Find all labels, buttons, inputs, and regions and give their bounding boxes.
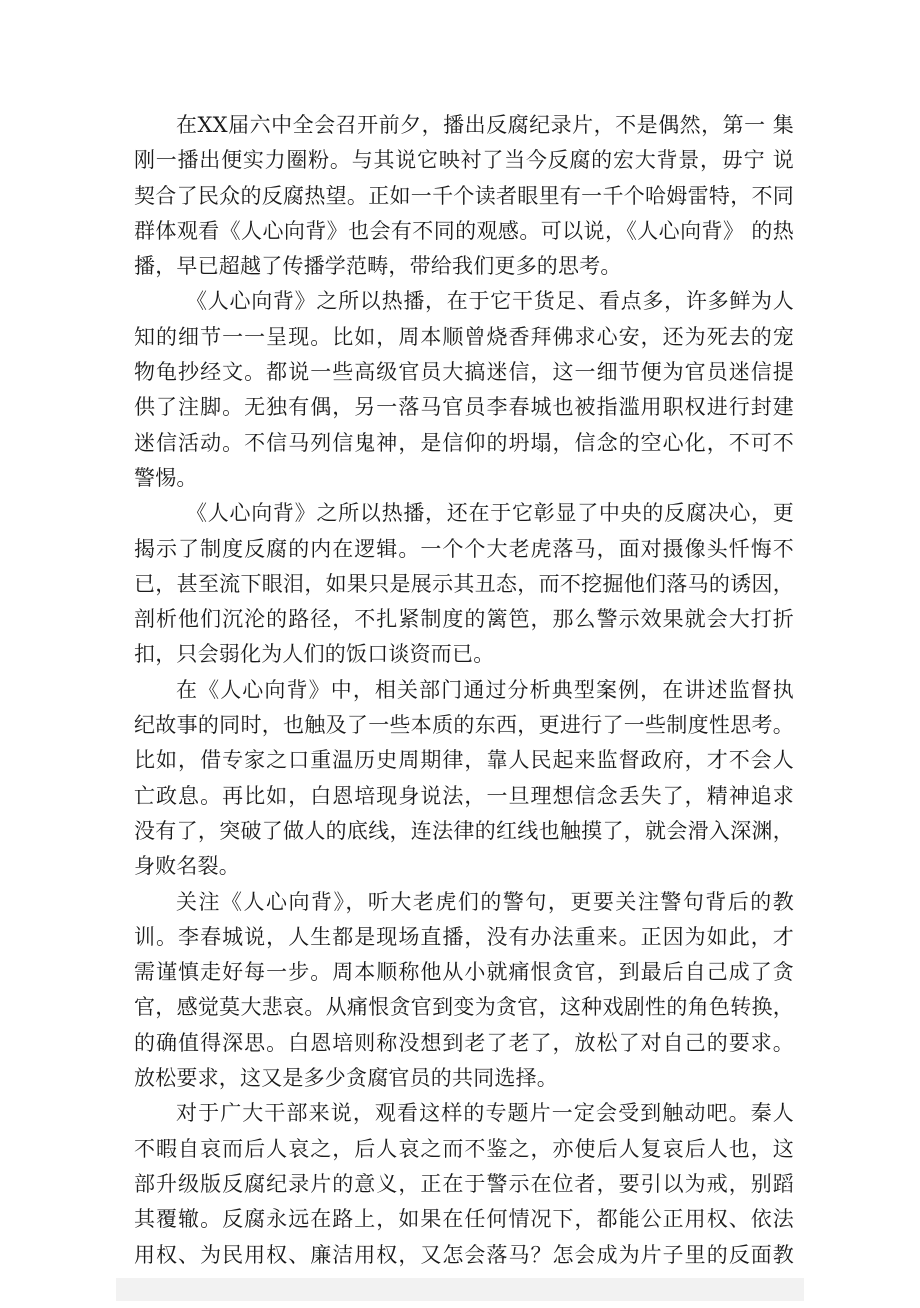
article-body [134, 108, 823, 1308]
paragraph-1: 在XX届六中全会召开前夕，播出反腐纪录片，不是偶然，第一 集刚一播出便实力圈粉。与其说它映衬了当今反腐的宏大背景，毋宁 说契合了民众的反腐热望。正如一千个读者眼里有一千个哈姆雷特，不同群体观看《人心向背》也会有不同的观感。可以说，《人心向背》 的热播，早已超越了传播学范畴，带给我们更多的思考。 [134, 113, 794, 279]
page-footer-bar [116, 1278, 804, 1301]
paragraph-6: 对于广大干部来说，观看这样的专题片一定会受到触动吧。秦人 不暇自哀而后人哀之，后人哀之而不鉴之，亦使后人复哀后人也，这 部升级版反腐纪录片的意义，正在于警示在位者，要引以为戒，别蹈 其覆辙。反腐永远在路上，如果在任何情况下，都能公正用权、依法 用权、为民用权、廉洁用权，又怎会落马？怎会成为片子里的反面教 [134, 1101, 794, 1267]
paragraph-4: 在《人心向背》中，相关部门通过分析典型案例，在讲述监督执 纪故事的同时，也触及了一些本质的东西，更进行了一些制度性思考。 比如，借专家之口重温历史周期律，靠人民起来监督政府，才不会人 亡政息。再比如，白恩培现身说法，一旦理想信念丢失了，精神追求 没有了，突破了做人的底线，连法律的红线也触摸了，就会滑入深渊， 身败名裂。 [134, 677, 794, 879]
paragraph-5: 关注《人心向背》，听大老虎们的警句，更要关注警句背后的教 训。李春城说，人生都是现场直播，没有办法重来。正因为如此，才 需谨慎走好每一步。周本顺称他从小就痛恨贪官，到最后自己成了贪 官，感觉莫大悲哀。从痛恨贪官到变为贪官，这种戏剧性的角色转换， 的确值得深思。白恩培则称没想到老了老了，放松了对自己的要求。 放松要求，这又是多少贪腐官员的共同选择。 [134, 889, 794, 1091]
paragraph-2: 《人心向背》之所以热播，在于它干货足、看点多，许多鲜为人 知的细节一一呈现。比如，周本顺曾烧香拜佛求心安，还为死去的宠 物龟抄经文。都说一些高级官员大搞迷信，这一细节便为官员迷信提 供了注脚。无独有偶，另一落马官员李春城也被指滥用职权进行封建 迷信活动。不信马列信鬼神，是信仰的坍塌，信念的空心化，不可不 警惕。 [134, 289, 823, 490]
paragraph-3: 《人心向背》之所以热播，还在于它彰显了中央的反腐决心，更 揭示了制度反腐的内在逻辑。一个个大老虎落马，面对摄像头忏悔不 已，甚至流下眼泪，如果只是展示其丑态，而不挖掘他们落马的诱因， 剖析他们沉沦的路径，不扎紧制度的篱笆，那么警示效果就会大打折 扣，只会弱化为人们的饭口谈资而已。 [134, 501, 794, 667]
